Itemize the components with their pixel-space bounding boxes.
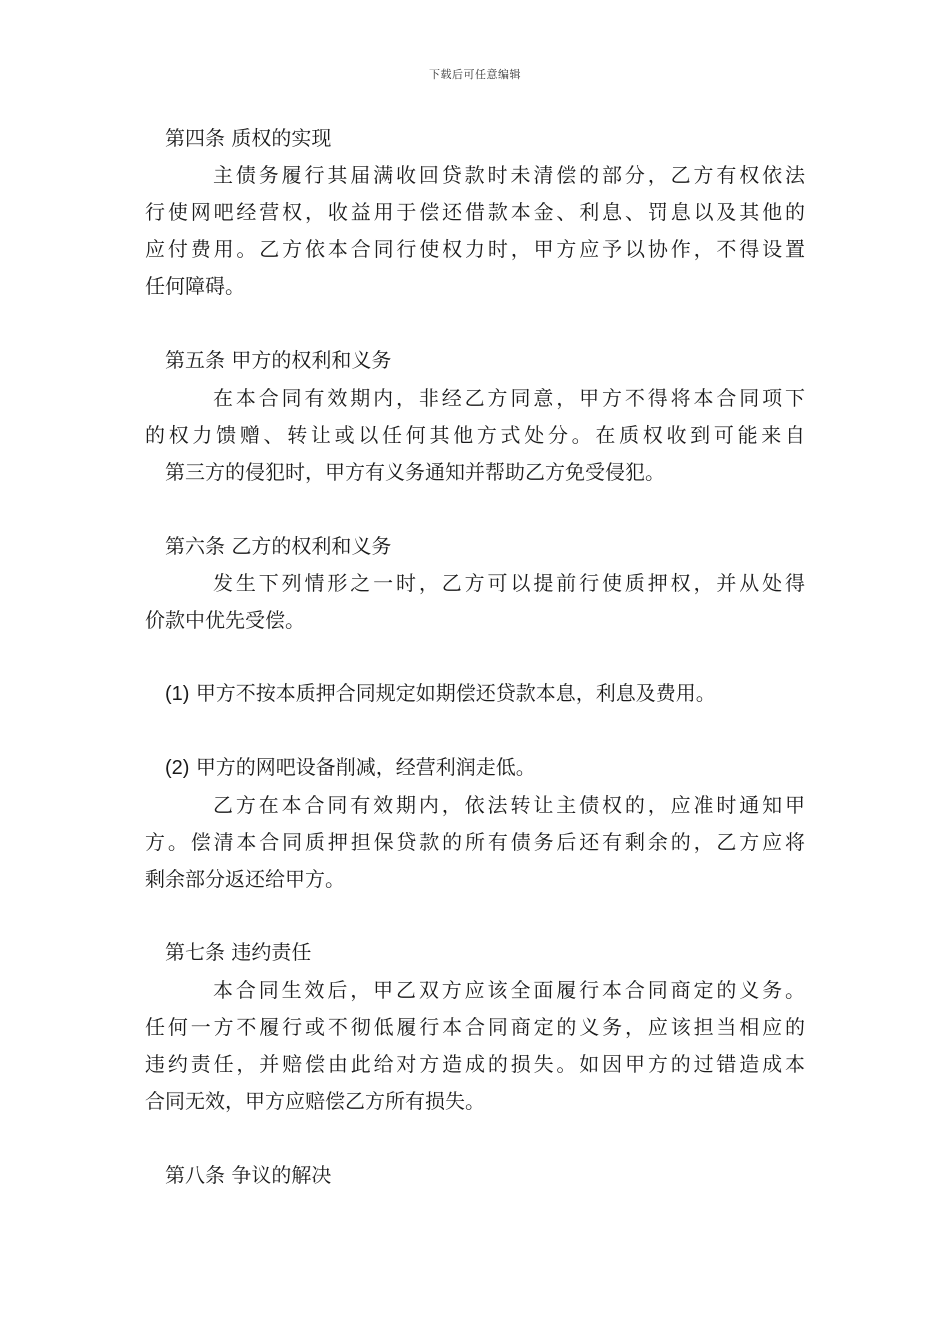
list-item-1: [165, 681, 716, 706]
page-header: 下载后可任意编辑: [429, 68, 521, 81]
section-heading-8: 第八条 争议的解决: [165, 1163, 332, 1187]
paragraph-line: 方。偿清本合同质押担保贷款的所有债务后还有剩余的，乙方应将: [145, 830, 805, 854]
list-item-text: 甲方的网吧设备削减，经营利润走低。: [195, 755, 536, 779]
paragraph-line: 的权力馈赠、转让或以任何其他方式处分。在质权收到可能来自: [145, 423, 805, 447]
paragraph-line: 应付费用。乙方依本合同行使权力时，甲方应予以协作，不得设置: [145, 237, 805, 261]
paragraph-line: 合同无效，甲方应赔偿乙方所有损失。: [145, 1089, 485, 1113]
list-item-number: (1): [165, 683, 190, 705]
paragraph-line: 任何障碍。: [145, 274, 245, 298]
section-heading-5: 第五条 甲方的权利和义务: [165, 348, 392, 372]
paragraph-line: 在本合同有效期内，非经乙方同意，甲方不得将本合同项下: [213, 386, 805, 410]
paragraph-line: 价款中优先受偿。: [145, 608, 305, 632]
paragraph-line: 行使网吧经营权，收益用于偿还借款本金、利息、罚息以及其他的: [145, 200, 805, 224]
section-heading-4: 第四条 质权的实现: [165, 126, 332, 150]
paragraph-line: 本合同生效后，甲乙双方应该全面履行本合同商定的义务。: [213, 978, 805, 1002]
list-item-2: [165, 755, 536, 780]
paragraph-line: 剩余部分返还给甲方。: [145, 867, 345, 891]
section-heading-7: 第七条 违约责任: [165, 940, 312, 964]
paragraph-line: 乙方在本合同有效期内，依法转让主债权的，应准时通知甲: [213, 793, 805, 817]
paragraph-line: 发生下列情形之一时，乙方可以提前行使质押权，并从处得: [213, 571, 805, 595]
paragraph-line: 主债务履行其届满收回贷款时未清偿的部分，乙方有权依法: [213, 163, 805, 187]
section-heading-6: 第六条 乙方的权利和义务: [165, 534, 392, 558]
paragraph-line: 第三方的侵犯时，甲方有义务通知并帮助乙方免受侵犯。: [165, 460, 665, 484]
paragraph-line: 任何一方不履行或不彻低履行本合同商定的义务，应该担当相应的: [145, 1015, 805, 1039]
paragraph-line: 违约责任，并赔偿由此给对方造成的损失。如因甲方的过错造成本: [145, 1052, 805, 1076]
list-item-text: 甲方不按本质押合同规定如期偿还贷款本息，利息及费用。: [195, 681, 716, 705]
list-item-number: (2): [165, 757, 190, 779]
